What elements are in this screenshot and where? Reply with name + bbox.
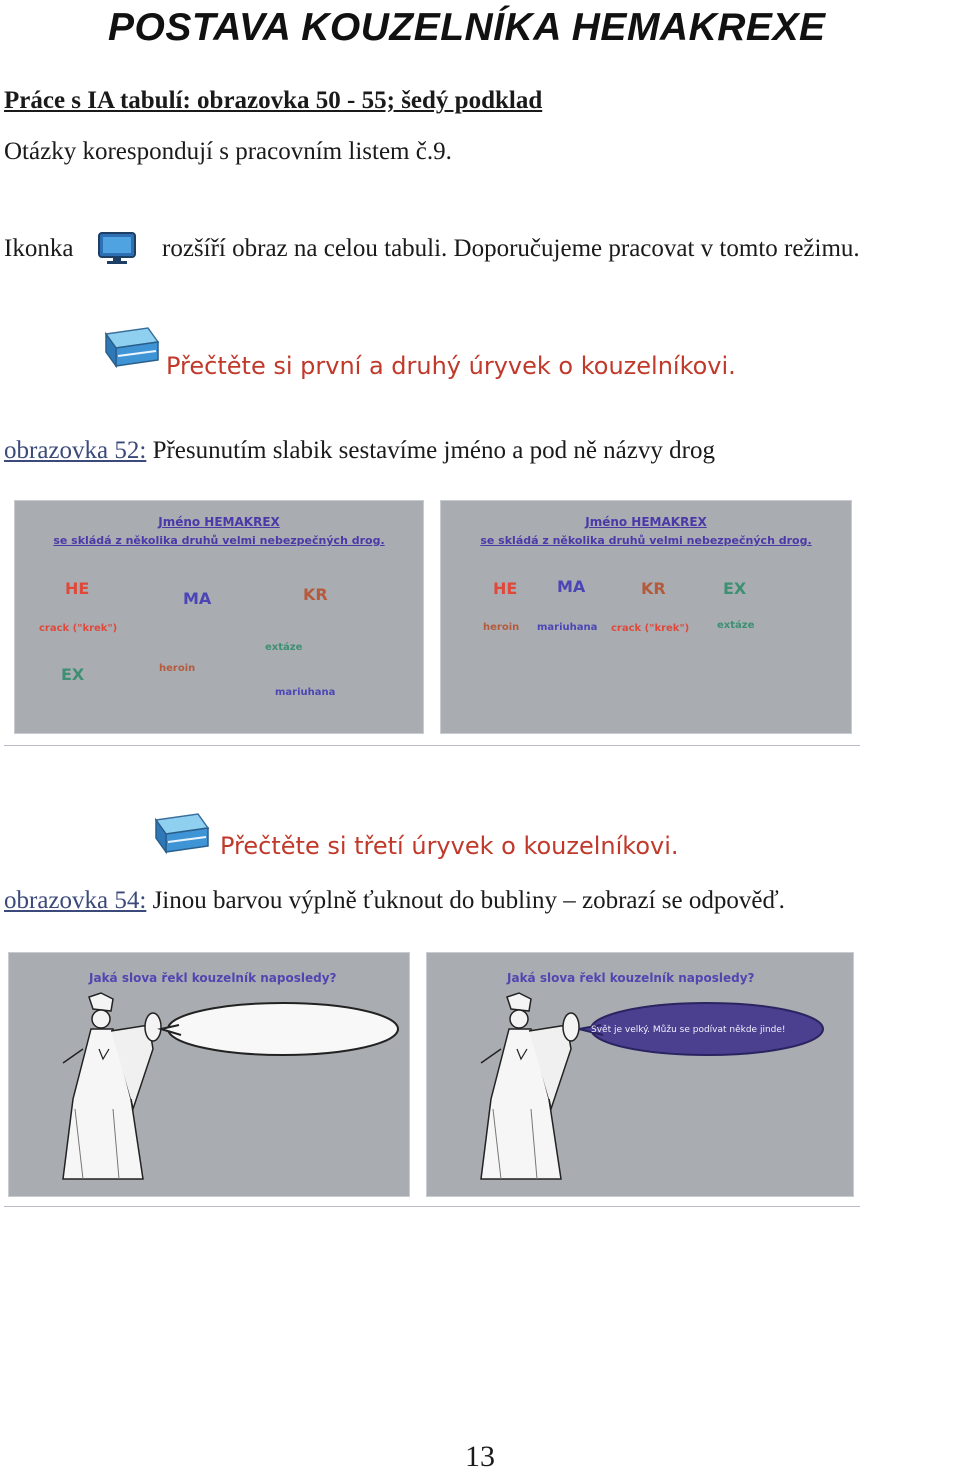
divider bbox=[4, 1206, 860, 1207]
syllable-he[interactable]: HE bbox=[493, 579, 518, 598]
screen-52-text: Přesunutím slabik sestavíme jméno a pod ně názvy drog bbox=[152, 437, 715, 464]
screen-54-panel-before bbox=[8, 952, 410, 1197]
screen-54-text: Jinou barvou výplně ťuknout do bubliny – zobrazí se odpověď. bbox=[152, 887, 785, 914]
speech-bubble bbox=[168, 1003, 398, 1055]
syllable-ma[interactable]: MA bbox=[557, 577, 586, 596]
word-heroin[interactable]: heroin bbox=[483, 622, 520, 633]
screen-52-panel-before bbox=[14, 500, 424, 734]
screen-52-label: obrazovka 52: bbox=[4, 437, 147, 464]
panel-subtitle: se skládá z několika druhů velmi nebezpečných drog. bbox=[480, 534, 812, 547]
syllable-ma[interactable]: MA bbox=[183, 589, 212, 608]
word-extaze[interactable]: extáze bbox=[717, 620, 755, 631]
screen-52-panel-after bbox=[440, 500, 852, 734]
syllable-he[interactable]: HE bbox=[65, 579, 90, 598]
icon-line-before: Ikonka bbox=[4, 235, 74, 262]
question-text: Jaká slova řekl kouzelník naposledy? bbox=[507, 971, 755, 985]
wizard-illustration bbox=[53, 989, 403, 1194]
book-icon bbox=[150, 812, 212, 860]
screen-54-label: obrazovka 54: bbox=[4, 887, 147, 914]
word-crack[interactable]: crack ("krek") bbox=[39, 623, 118, 634]
read-instruction-1: Přečtěte si první a druhý úryvek o kouzelníkovi. bbox=[166, 352, 736, 380]
book-icon bbox=[100, 326, 162, 376]
syllable-kr[interactable]: KR bbox=[303, 585, 328, 604]
question-text: Jaká slova řekl kouzelník naposledy? bbox=[89, 971, 337, 985]
syllable-ex[interactable]: EX bbox=[723, 579, 747, 598]
panel-subtitle: se skládá z několika druhů velmi nebezpečných drog. bbox=[53, 534, 385, 547]
answer-text[interactable]: Svět je velký. Můžu se podívat někde jinde! bbox=[591, 1025, 786, 1035]
section-heading: Práce s IA tabulí: obrazovka 50 - 55; šedý podklad bbox=[4, 87, 543, 114]
word-mariuhana[interactable]: mariuhana bbox=[537, 622, 598, 633]
word-heroin[interactable]: heroin bbox=[159, 663, 196, 674]
page-title: POSTAVA KOUZELNÍKA HEMAKREXE bbox=[108, 6, 826, 49]
syllable-ex[interactable]: EX bbox=[61, 665, 85, 684]
word-mariuhana[interactable]: mariuhana bbox=[275, 687, 336, 698]
word-crack[interactable]: crack ("krek") bbox=[611, 623, 690, 634]
subheading: Otázky korespondují s pracovním listem č.9. bbox=[4, 138, 452, 165]
screen-54-panel-after bbox=[426, 952, 854, 1197]
wizard-illustration bbox=[471, 989, 851, 1194]
divider bbox=[4, 745, 860, 746]
read-instruction-2: Přečtěte si třetí úryvek o kouzelníkovi. bbox=[220, 832, 679, 860]
icon-line-after: rozšíří obraz na celou tabuli. Doporučujeme pracovat v tomto režimu. bbox=[162, 235, 860, 262]
panel-title: Jméno HEMAKREX bbox=[158, 515, 280, 529]
word-extaze[interactable]: extáze bbox=[265, 642, 303, 653]
page-number: 13 bbox=[465, 1440, 495, 1473]
panel-title: Jméno HEMAKREX bbox=[585, 515, 707, 529]
monitor-icon bbox=[96, 230, 138, 266]
syllable-kr[interactable]: KR bbox=[641, 579, 666, 598]
